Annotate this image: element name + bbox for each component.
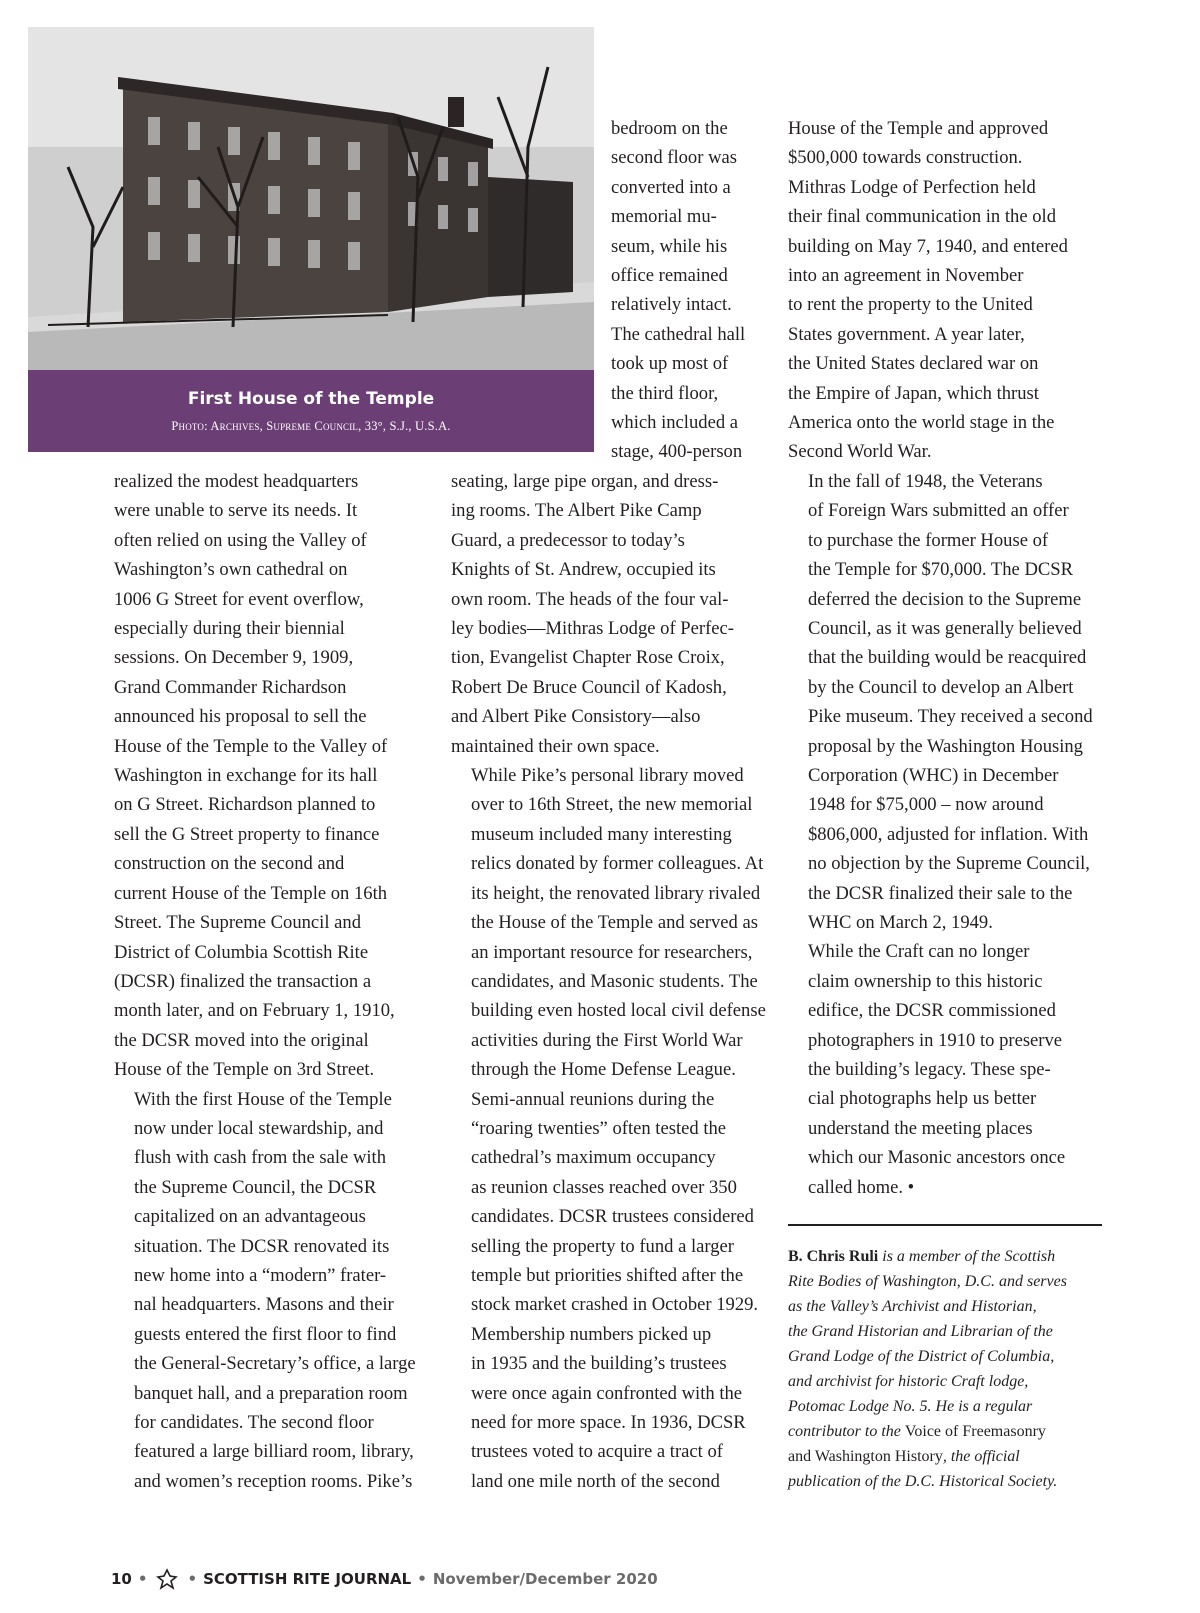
text-line: especially during their biennial [114,618,345,640]
page-number: 10 [111,1570,132,1588]
text-line: sessions. On December 9, 1909, [114,647,354,669]
text-line: and women’s reception rooms. Pike’s [134,1470,413,1492]
text-line: often relied on using the Valley of [114,529,367,551]
bio-text: is a member of the Scottish [878,1248,1056,1265]
text-line: realized the modest headquarters [114,471,359,492]
text-line: Washington’s own cathedral on [114,559,348,581]
text-line: With the first House of the Temple [134,1088,392,1110]
text-line: Guard, a predecessor to today’s [451,529,685,551]
bio-line [788,1244,1108,1269]
text-line: America onto the world stage in the [788,412,1055,434]
text-line: understand the meeting places [808,1117,1033,1139]
footer-separator: • [417,1570,427,1588]
text-line: which included a [611,412,739,434]
text-line: activities during the First World War [471,1029,743,1051]
text-line: announced his proposal to sell the [114,706,367,728]
text-line: cial photographs help us better [808,1088,1037,1110]
text-line: the Temple for $70,000. The DCSR [808,559,1074,581]
article-paragraph [788,937,1108,1202]
text-line: guests entered the first floor to find [134,1323,397,1345]
text-line: House of the Temple and approved [788,118,1049,139]
text-line: called home. • [808,1176,915,1198]
text-line: relics donated by former colleagues. At [471,853,764,875]
text-line: land one mile north of the second [471,1470,720,1492]
text-line: building on May 7, 1940, and entered [788,235,1068,257]
text-line: that the building would be reacquired [808,647,1087,669]
article-paragraph [114,1085,426,1497]
text-line: edifice, the DCSR commissioned [808,1000,1056,1022]
footer-separator: • [137,1570,148,1588]
author-name: B. Chris Ruli [788,1248,879,1265]
author-bio [788,1244,1108,1494]
text-line: tion, Evangelist Chapter Rose Croix, [451,647,725,669]
caption-title: First House of the Temple [187,389,435,409]
text-line: Membership numbers picked up [471,1323,712,1345]
text-line: Corporation (WHC) in December [808,764,1059,786]
text-line: now under local stewardship, and [134,1117,384,1139]
text-line: nal headquarters. Masons and their [134,1294,394,1316]
text-line: Council, as it was generally believed [808,617,1082,639]
article-paragraph [451,467,766,761]
article-paragraph [451,1320,766,1496]
issue-date: November/December 2020 [432,1570,658,1588]
text-line: Mithras Lodge of Perfection held [788,176,1036,198]
footer-separator: • [187,1570,198,1588]
text-line: capitalized on an advantageous [134,1206,366,1228]
page-footer [111,1566,658,1592]
text-line: situation. The DCSR renovated its [134,1235,390,1257]
text-line: (DCSR) finalized the transaction a [114,970,372,992]
text-line: the building’s legacy. These spe- [808,1059,1051,1080]
text-line: proposal by the Washington Housing [808,735,1083,757]
text-line: flush with cash from the sale with [134,1147,386,1169]
text-line: The cathedral hall [611,323,746,345]
text-line: temple but priorities shifted after the [471,1264,744,1286]
temple-photo [28,27,594,370]
text-line: second floor was [611,147,737,169]
text-line: banquet hall, and a preparation room [134,1382,408,1404]
text-line: stock market crashed in October 1929. [471,1294,759,1316]
bio-text-roman: and Washington History [788,1448,943,1465]
photo-caption [28,370,594,452]
text-line: the third floor, [611,382,719,404]
bio-text: , the official [942,1448,1020,1465]
text-line: office remained [611,265,728,287]
caption-credit: Photo: Archives, Supreme Council, 33°, S.J., U.S.A. [171,419,451,433]
text-line: month later, and on February 1, 1910, [114,1000,395,1022]
text-line: District of Columbia Scottish Rite [114,941,369,963]
bio-line [788,1419,1108,1444]
text-line: Robert De Bruce Council of Kadosh, [451,676,727,698]
text-line: WHC on March 2, 1949. [808,911,993,933]
text-line: relatively intact. [611,294,732,316]
text-line: in 1935 and the building’s trustees [471,1353,727,1375]
text-line: ing rooms. The Albert Pike Camp [451,500,702,522]
text-line: House of the Temple to the Valley of [114,735,388,757]
bio-lines-mid [788,1269,1108,1419]
double-eagle-emblem-icon [156,1568,178,1590]
text-line: own room. The heads of the four val- [451,588,729,610]
text-line: museum included many interesting [471,823,732,845]
article-paragraph [114,467,426,1085]
text-line: bedroom on the [611,118,728,139]
text-line: their final communication in the old [788,206,1056,228]
text-line: the DCSR moved into the original [114,1029,369,1051]
text-line: selling the property to fund a larger [471,1235,734,1257]
text-line: maintained their own space. [451,735,660,757]
text-line: through the Home Defense League. [471,1059,736,1081]
bio-line [788,1444,1108,1469]
text-line: seating, large pipe organ, and dress- [451,471,719,492]
text-line: the DCSR finalized their sale to the [808,882,1073,904]
text-line: need for more space. In 1936, DCSR [471,1412,746,1433]
article-paragraph [788,467,1108,938]
text-line: Potomac Lodge No. 5. He is a regular [788,1398,1033,1415]
text-line: Rite Bodies of Washington, D.C. and serves [788,1273,1067,1290]
text-line: and Albert Pike Consistory—also [451,706,701,728]
text-line: building even hosted local civil defense [471,1000,766,1022]
text-line: and archivist for historic Craft lodge, [788,1373,1029,1390]
text-line: to rent the property to the United [788,294,1033,316]
text-line: sell the G Street property to finance [114,823,380,845]
text-line: trustees voted to acquire a tract of [471,1441,723,1463]
text-line: an important resource for researchers, [471,941,753,963]
text-line: of Foreign Wars submitted an offer [808,500,1069,522]
text-line: memorial mu- [611,206,717,228]
text-line: candidates, and Masonic students. The [471,970,758,992]
article-column-2-top [611,114,771,467]
text-line: While the Craft can no longer [808,941,1030,963]
bio-line: publication of the D.C. Historical Society. [788,1473,1058,1490]
text-line: In the fall of 1948, the Veterans [808,470,1043,492]
text-line: While Pike’s personal library moved [471,765,744,787]
text-line: Washington in exchange for its hall [114,765,378,787]
text-line: new home into a “modern” frater- [134,1264,387,1286]
text-line: deferred the decision to the Supreme [808,588,1082,610]
text-line: for candidates. The second floor [134,1412,374,1433]
text-line: the House of the Temple and served as [471,912,758,934]
text-line: converted into a [611,176,731,198]
text-line: to purchase the former House of [808,529,1049,551]
text-line: as the Valley’s Archivist and Historian, [788,1298,1037,1315]
text-line: over to 16th Street, the new memorial [471,794,753,816]
text-line: took up most of [611,353,729,375]
text-line: House of the Temple on 3rd Street. [114,1059,375,1081]
text-line: as reunion classes reached over 350 [471,1176,737,1198]
text-line: cathedral’s maximum occupancy [471,1147,716,1169]
text-line: its height, the renovated library rivaled [471,882,761,904]
temple-photo-illustration [28,27,594,370]
bio-text-roman: Voice of Freemasonry [904,1423,1046,1440]
text-line: were once again confronted with the [471,1382,743,1404]
text-line: the Grand Historian and Librarian of the [788,1323,1053,1340]
text-line: the United States declared war on [788,353,1039,375]
article-paragraph [611,114,771,467]
text-line: Grand Lodge of the District of Columbia, [788,1348,1055,1365]
text-line: current House of the Temple on 16th [114,882,388,904]
text-line: construction on the second and [114,853,345,875]
text-line: which our Masonic ancestors once [808,1147,1066,1169]
text-line: Pike museum. They received a second [808,706,1093,728]
text-line: into an agreement in November [788,265,1024,287]
journal-name: SCOTTISH RITE JOURNAL [203,1570,412,1588]
text-line: candidates. DCSR trustees considered [471,1206,754,1228]
article-paragraph [451,761,766,1320]
text-line: the Empire of Japan, which thrust [788,382,1039,404]
text-line: $500,000 towards construction. [788,147,1023,169]
text-line: claim ownership to this historic [808,970,1043,992]
text-line: were unable to serve its needs. It [114,500,358,522]
article-paragraph [788,114,1108,467]
text-line: the General-Secretary’s office, a large [134,1353,416,1375]
text-line: Semi-annual reunions during the [471,1088,715,1110]
text-line: 1006 G Street for event overflow, [114,588,364,610]
text-line: Knights of St. Andrew, occupied its [451,559,716,581]
text-line: by the Council to develop an Albert [808,676,1074,698]
bio-text: contributor to the [788,1423,905,1440]
text-line: stage, 400-person [611,441,743,463]
text-line: photographers in 1910 to preserve [808,1029,1063,1051]
text-line: Grand Commander Richardson [114,676,347,698]
article-column-1 [114,467,426,1496]
text-line: Street. The Supreme Council and [114,912,362,934]
text-line: featured a large billiard room, library, [134,1441,414,1463]
text-line: seum, while his [611,235,728,257]
bio-divider [788,1224,1102,1226]
text-line: 1948 for $75,000 – now around [808,794,1044,816]
text-line: no objection by the Supreme Council, [808,853,1090,875]
text-line: on G Street. Richardson planned to [114,794,376,816]
article-column-3 [788,114,1108,1202]
text-line: $806,000, adjusted for inflation. With [808,823,1089,845]
text-line: “roaring twenties” often tested the [471,1117,727,1139]
text-line: ley bodies—Mithras Lodge of Perfec- [451,618,734,640]
text-line: States government. A year later, [788,323,1025,345]
text-line: Second World War. [788,441,932,463]
text-line: the Supreme Council, the DCSR [134,1176,377,1198]
article-column-2 [451,467,766,1496]
